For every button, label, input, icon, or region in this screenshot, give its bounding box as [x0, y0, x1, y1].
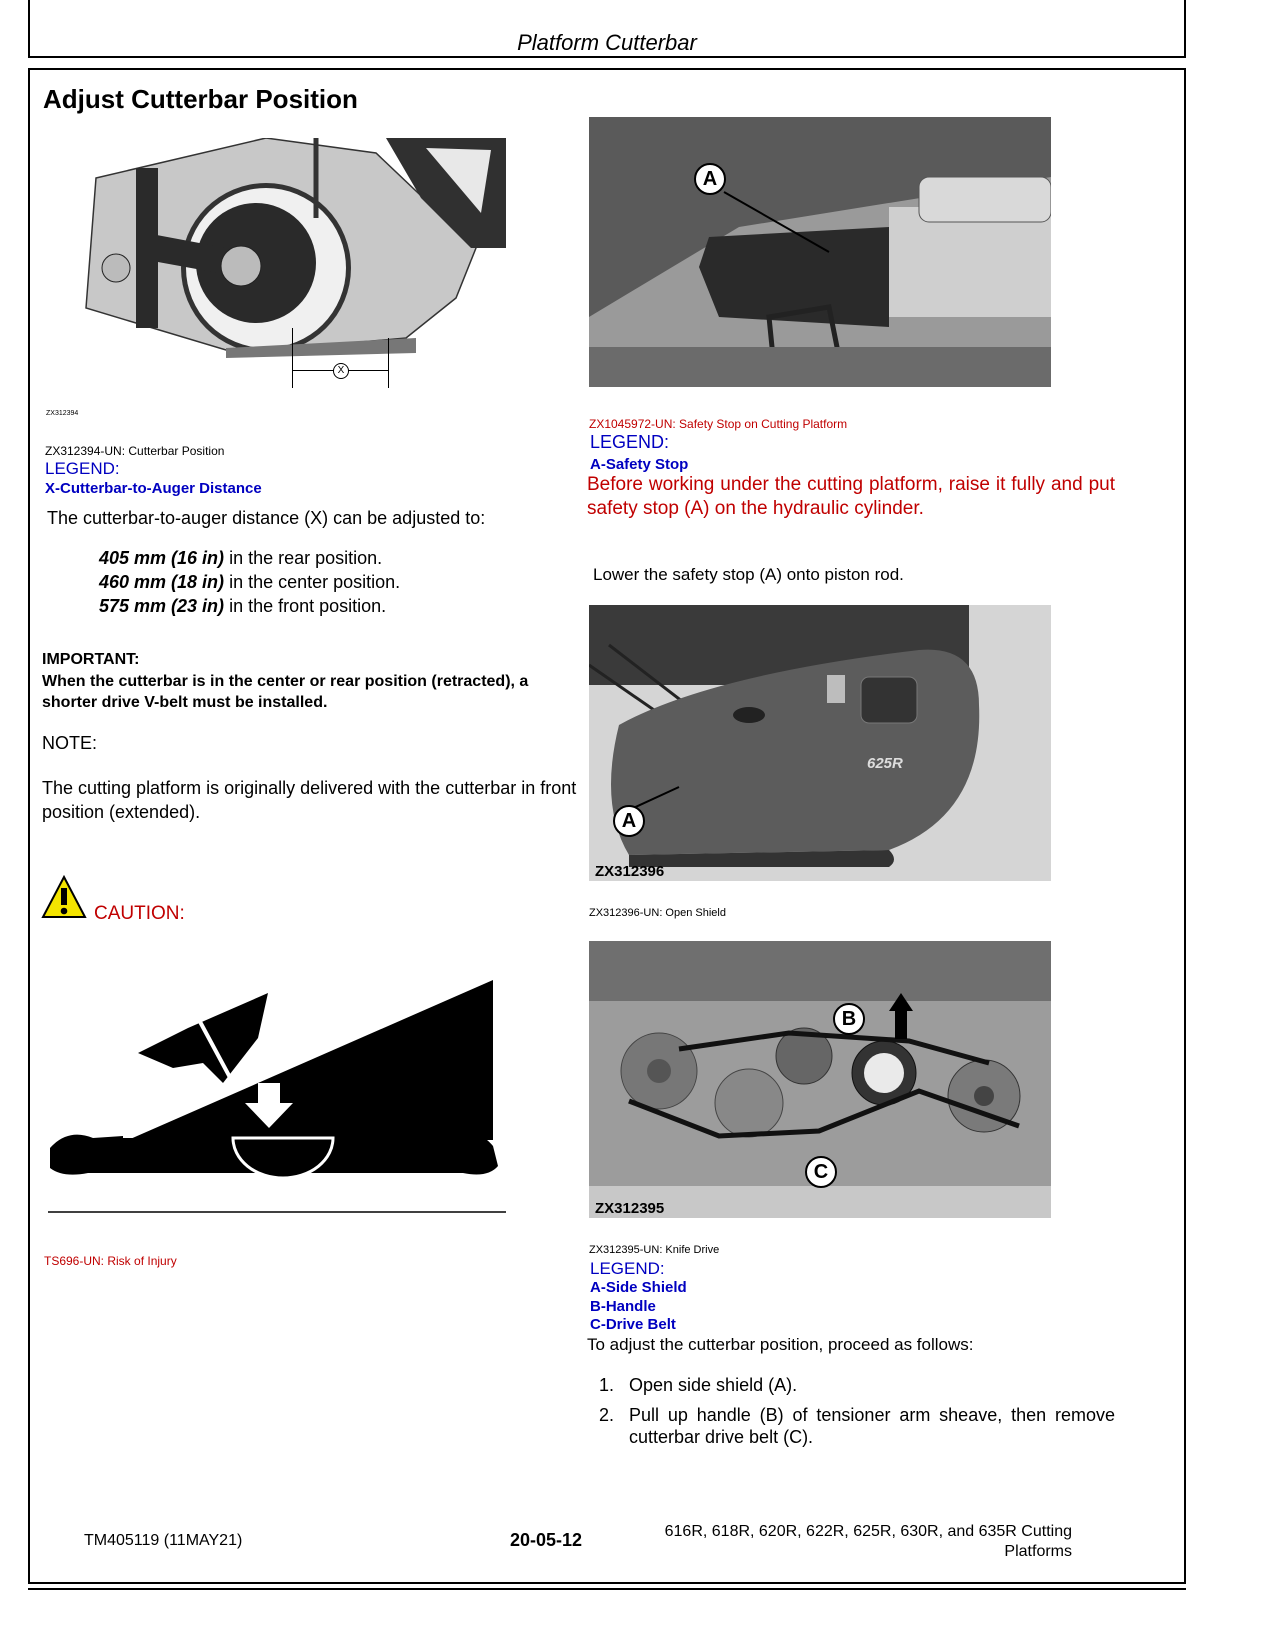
procedure-steps	[587, 1374, 1115, 1456]
note-text: The cutting platform is originally delivered with the cutterbar in front position (extended).	[42, 778, 577, 822]
callout-a: A	[694, 163, 726, 195]
footer-doc-id: TM405119 (11MAY21)	[84, 1532, 243, 1549]
step-2: 2. Pull up handle (B) of tensioner arm sheave, then remove cutterbar drive belt (C).	[599, 1405, 1115, 1447]
figure-caption-open-shield: ZX312396-UN: Open Shield	[589, 907, 726, 919]
important-text: When the cutterbar is in the center or rear position (retracted), a shorter drive V-belt must be installed.	[42, 673, 529, 711]
callout-x: X	[333, 363, 349, 379]
dimension-tick-right	[388, 338, 389, 388]
figure-caption-knife-drive: ZX312395-UN: Knife Drive	[589, 1244, 720, 1256]
procedure-intro: To adjust the cutterbar position, proceed as follows:	[587, 1335, 974, 1354]
callout-b: B	[833, 1003, 865, 1035]
caution-icon	[41, 875, 87, 919]
section-title: Adjust Cutterbar Position	[43, 84, 358, 114]
legend-item-c-drive-belt: C-Drive Belt	[590, 1316, 676, 1333]
lower-safety-stop-text: Lower the safety stop (A) onto piston rod.	[593, 565, 904, 584]
callout-c: C	[805, 1156, 837, 1188]
figure-caption-safety-stop: ZX1045972-UN: Safety Stop on Cutting Platform	[589, 417, 848, 431]
model-badge-625r: 625R	[867, 755, 903, 772]
legend-item-a-side-shield: A-Side Shield	[590, 1279, 687, 1296]
knife-drive-photo	[589, 941, 1051, 1218]
page-header-title: Platform Cutterbar	[517, 30, 697, 55]
position-list	[99, 546, 400, 618]
legend-title: LEGEND:	[590, 432, 670, 452]
figure-code: ZX312394	[46, 410, 79, 417]
figure-caption-risk-of-injury: TS696-UN: Risk of Injury	[44, 1254, 177, 1268]
footer-models: 616R, 618R, 620R, 622R, 625R, 630R, and 635R Cutting Platforms	[664, 1523, 1072, 1560]
footer-rule	[28, 1588, 1186, 1590]
position-center: 460 mm (18 in) in the center position.	[99, 572, 401, 592]
position-rear: 405 mm (16 in) in the rear position.	[99, 548, 383, 568]
note-label: NOTE:	[42, 733, 98, 753]
callout-a: A	[613, 805, 645, 837]
footer-page-number: 20-05-12	[510, 1530, 583, 1550]
dimension-tick-left	[292, 328, 293, 388]
open-shield-photo	[589, 605, 1051, 881]
figure-caption-cutterbar-position: ZX312394-UN: Cutterbar Position	[45, 444, 225, 458]
figure-code: ZX312395	[595, 1200, 665, 1217]
legend-title: LEGEND:	[590, 1259, 665, 1278]
figure-code: ZX312396	[595, 863, 665, 880]
safety-warning-text: Before working under the cutting platform, raise it fully and put safety stop (A) on the hydraulic cylinder.	[587, 474, 1115, 519]
risk-of-injury-illustration	[48, 978, 508, 1218]
caution-label: CAUTION:	[94, 903, 185, 924]
step-1: 1. Open side shield (A).	[599, 1375, 798, 1395]
legend-item-a-safety-stop: A-Safety Stop	[590, 456, 689, 473]
intro-text: The cutterbar-to-auger distance (X) can be adjusted to:	[47, 508, 486, 528]
legend-item-x: X-Cutterbar-to-Auger Distance	[45, 480, 262, 497]
position-front: 575 mm (23 in) in the front position.	[99, 596, 387, 616]
cutterbar-position-illustration	[76, 138, 506, 393]
important-label: IMPORTANT:	[42, 651, 140, 668]
legend-item-b-handle: B-Handle	[590, 1298, 656, 1315]
legend-title: LEGEND:	[45, 459, 120, 478]
safety-stop-photo	[589, 117, 1051, 387]
